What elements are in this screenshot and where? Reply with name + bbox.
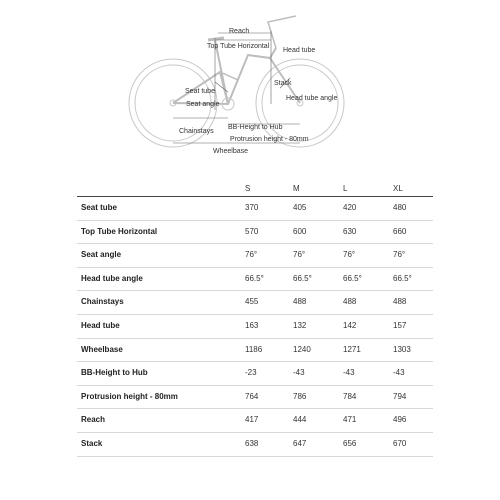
cell-xl: 670 bbox=[393, 438, 407, 448]
table-row bbox=[77, 197, 433, 221]
label-chainstays: Chainstays bbox=[179, 128, 214, 135]
cell-l: 1271 bbox=[343, 344, 361, 354]
cell-s: 163 bbox=[245, 320, 259, 330]
size-header-xl: XL bbox=[393, 184, 403, 193]
table-body bbox=[77, 197, 433, 457]
cell-l: 488 bbox=[343, 297, 357, 307]
table-row bbox=[77, 315, 433, 339]
cell-m: 786 bbox=[293, 391, 307, 401]
cell-m: 76° bbox=[293, 250, 306, 260]
cell-m: 600 bbox=[293, 226, 307, 236]
label-reach: Reach bbox=[229, 28, 250, 35]
cell-l: 784 bbox=[343, 391, 357, 401]
bike-geometry-diagram bbox=[120, 0, 380, 170]
cell-s: 570 bbox=[245, 226, 259, 236]
cell-xl: 66.5° bbox=[393, 273, 412, 283]
cell-s: 76° bbox=[245, 250, 258, 260]
cell-l: 76° bbox=[343, 250, 356, 260]
cell-xl: 496 bbox=[393, 415, 407, 425]
size-header-m: M bbox=[293, 184, 300, 193]
table-row bbox=[77, 409, 433, 433]
label-protrusion-height: Protrusion height - 80mm bbox=[230, 136, 309, 143]
cell-xl: 1303 bbox=[393, 344, 411, 354]
label-top-tube-horizontal: Top Tube Horizontal bbox=[207, 43, 270, 50]
cell-xl: 157 bbox=[393, 320, 407, 330]
table-row bbox=[77, 433, 433, 457]
cell-xl: 480 bbox=[393, 203, 407, 212]
row-label: Reach bbox=[81, 415, 106, 425]
cell-m: 405 bbox=[293, 203, 307, 212]
geometry-table bbox=[77, 182, 433, 457]
cell-l: 66.5° bbox=[343, 273, 362, 283]
row-label: Top Tube Horizontal bbox=[81, 226, 158, 236]
label-seat-angle: Seat angle bbox=[186, 101, 220, 108]
table-row bbox=[77, 386, 433, 410]
cell-xl: 76° bbox=[393, 250, 406, 260]
cell-s: 764 bbox=[245, 391, 259, 401]
cell-xl: 488 bbox=[393, 297, 407, 307]
table-header bbox=[77, 182, 433, 197]
cell-l: -43 bbox=[343, 368, 355, 378]
table-row bbox=[77, 291, 433, 315]
cell-s: 370 bbox=[245, 203, 259, 212]
cell-s: 455 bbox=[245, 297, 259, 307]
cell-l: 471 bbox=[343, 415, 357, 425]
cell-m: 488 bbox=[293, 297, 307, 307]
row-label: Protrusion height - 80mm bbox=[81, 391, 178, 401]
row-label: Head tube bbox=[81, 320, 120, 330]
cell-l: 420 bbox=[343, 203, 357, 212]
cell-l: 142 bbox=[343, 320, 357, 330]
bike-frame-drawing bbox=[120, 0, 380, 170]
table-row bbox=[77, 339, 433, 363]
cell-s: 1186 bbox=[245, 344, 263, 354]
cell-xl: 794 bbox=[393, 391, 407, 401]
row-label: Head tube angle bbox=[81, 273, 143, 283]
table-row bbox=[77, 221, 433, 245]
label-head-tube-angle: Head tube angle bbox=[286, 95, 338, 102]
label-head-tube: Head tube bbox=[283, 47, 316, 54]
cell-m: 647 bbox=[293, 438, 307, 448]
row-label: Stack bbox=[81, 438, 103, 448]
cell-s: -23 bbox=[245, 368, 257, 378]
cell-m: -43 bbox=[293, 368, 305, 378]
label-stack: Stack bbox=[274, 80, 292, 87]
row-label: Seat angle bbox=[81, 250, 122, 260]
table-row bbox=[77, 268, 433, 292]
cell-l: 630 bbox=[343, 226, 357, 236]
label-wheelbase: Wheelbase bbox=[213, 148, 249, 155]
cell-m: 66.5° bbox=[293, 273, 312, 283]
cell-m: 444 bbox=[293, 415, 307, 425]
row-label: BB-Height to Hub bbox=[81, 368, 148, 378]
cell-s: 66.5° bbox=[245, 273, 264, 283]
row-label: Seat tube bbox=[81, 203, 118, 212]
cell-xl: -43 bbox=[393, 368, 405, 378]
cell-l: 656 bbox=[343, 438, 357, 448]
table-row bbox=[77, 244, 433, 268]
label-bb-height-to-hub: BB-Height to Hub bbox=[228, 124, 283, 131]
table-row bbox=[77, 362, 433, 386]
label-seat-tube: Seat tube bbox=[185, 88, 215, 95]
cell-xl: 660 bbox=[393, 226, 407, 236]
cell-m: 1240 bbox=[293, 344, 311, 354]
row-label: Wheelbase bbox=[81, 344, 123, 354]
size-header-l: L bbox=[343, 184, 348, 193]
cell-m: 132 bbox=[293, 320, 307, 330]
cell-s: 417 bbox=[245, 415, 259, 425]
size-header-s: S bbox=[245, 184, 251, 193]
cell-s: 638 bbox=[245, 438, 259, 448]
row-label: Chainstays bbox=[81, 297, 124, 307]
